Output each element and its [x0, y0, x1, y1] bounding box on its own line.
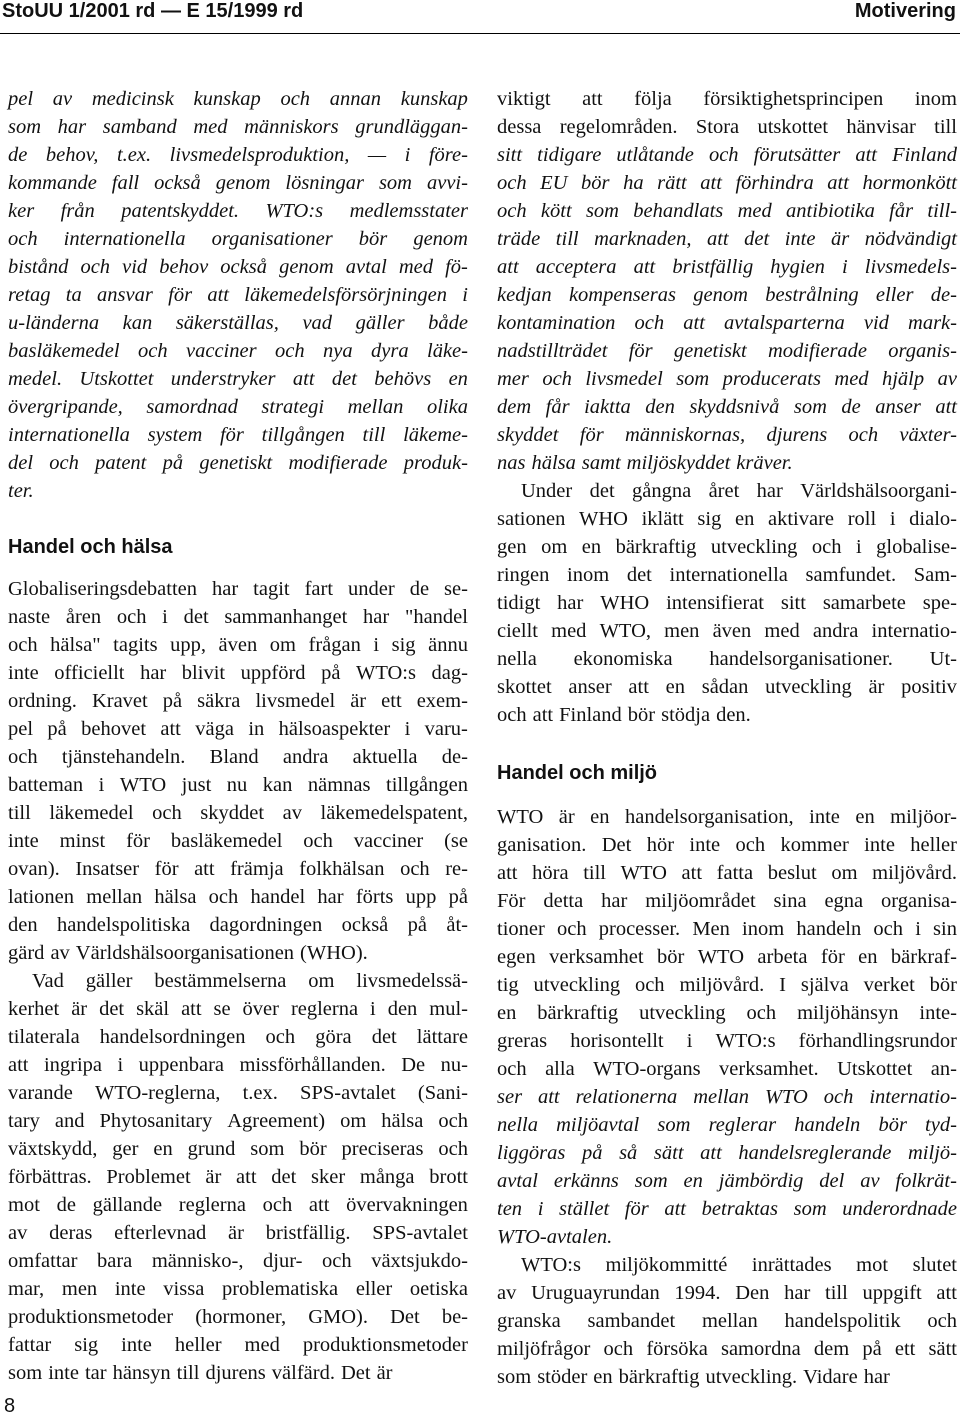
text-line: internationella system för tillgången till läkeme- — [8, 424, 468, 446]
text-line: viktigt att följa försiktighetsprincipen inom — [497, 88, 957, 110]
text-line: förbättras. Problemet är att det sker många brott — [8, 1166, 468, 1188]
text-line: omfattar bara människo-, djur- och växtsjukdo- — [8, 1250, 468, 1272]
text-line: sationen WHO iklätt sig en aktivare roll i dialo- — [497, 508, 957, 530]
text-line: ringen inom det internationella samfundet. Sam- — [497, 564, 957, 586]
text-line: del och patent på genetiskt modifierade produk- — [8, 452, 468, 474]
text-line: och alla WTO-organs verksamhet. Utskottet an- — [497, 1058, 957, 1080]
text-line: ser att relationerna mellan WTO och internatio- — [497, 1086, 957, 1108]
text-line: WTO är en handelsorganisation, inte en miljöor- — [497, 806, 957, 828]
paragraph-who — [497, 477, 957, 729]
text-line: mer och livsmedel som producerats med hjälp av — [497, 368, 957, 390]
text-line: mar, men inte vissa problematiska eller oetiska — [8, 1278, 468, 1300]
paragraph-precaution — [497, 85, 957, 477]
text-line: egen verksamhet bör WTO arbeta för en bärkraf- — [497, 946, 957, 968]
page-number: 8 — [4, 1395, 16, 1417]
text-line: en bärkraftig utveckling och miljöhänsyn inte- — [497, 1002, 957, 1024]
header-rule — [0, 33, 960, 34]
text-line: ordning. Kravet på säkra livsmedel är ett exem- — [8, 690, 468, 712]
text-line: miljöfrågor och försöka samordna dem på ett sätt — [497, 1338, 957, 1360]
text-line: ciellt med WTO, men även med andra internatio- — [497, 620, 957, 642]
document-reference: StoUU 1/2001 rd — E 15/1999 rd — [2, 0, 304, 22]
text-line: naste åren och i det sammanhanget har "handel — [8, 606, 468, 628]
text-line: mot de gällande reglerna och att övervakningen — [8, 1194, 468, 1216]
text-line: gärd av Världshälsoorganisationen (WHO). — [8, 942, 368, 964]
text-line: basläkemedel och vacciner och nya dyra läke- — [8, 340, 468, 362]
text-line: nella miljöavtal som reglerar handeln bör tyd- — [497, 1114, 957, 1136]
left-column — [8, 85, 468, 1387]
text-line: retag ta ansvar för att läkemedelsförsörjningen i — [8, 284, 468, 306]
text-line: och EU bör ha rätt att förhindra att hormonkött — [497, 172, 957, 194]
text-line: nella ekonomiska handelsorganisationer. Ut- — [497, 648, 957, 670]
text-line: avtal erkänns som en jämbördig del av folkrät- — [497, 1170, 957, 1192]
text-line: ovan). Insatser för att främja folkhälsan och re- — [8, 858, 468, 880]
text-line: dessa regelområden. Stora utskottet hänvisar till — [497, 116, 957, 138]
text-line: inte officiellt har blivit uppförd på WTO:s dag- — [8, 662, 468, 684]
text-line: tidigt har WHO intensifierat sitt samarbete spe- — [497, 592, 957, 614]
text-line: Under det gångna året har Världshälsoorgani- — [521, 480, 957, 502]
text-line: varande WTO-reglerna, t.ex. SPS-avtalet (Sani- — [8, 1082, 468, 1104]
text-line: sitt tidigare utlåtande och förutsätter att Finland — [497, 144, 957, 166]
text-line: fattar sig inte heller med produktionsmetoder — [8, 1334, 468, 1356]
text-line: lationen mellan hälsa och handel har förts upp på — [8, 886, 468, 908]
text-line: skyddet för människornas, djurens och växter- — [497, 424, 957, 446]
text-line: den handelspolitiska dagordningen också på åt- — [8, 914, 468, 936]
text-line: övergripande, samordnad strategi mellan olika — [8, 396, 468, 418]
text-line: växtskydd, ger en grund som bör preciseras och — [8, 1138, 468, 1160]
text-line: som har samband med människors grundläggan- — [8, 116, 468, 138]
text-line: gen om en bärkraftig utveckling och i globalise- — [497, 536, 957, 558]
text-line: och hälsa" tagits upp, även om frågan i sig ännu — [8, 634, 468, 656]
text-line: u-länderna kan säkerställas, vad gäller både — [8, 312, 468, 334]
text-line: tary and Phytosanitary Agreement) om hälsa och — [8, 1110, 468, 1132]
text-line: träde till marknaden, att det inte är nödvändigt — [497, 228, 957, 250]
paragraph-food-safety — [8, 967, 468, 1387]
text-line: För detta har miljöområdet sina egna organisa- — [497, 890, 957, 912]
text-line: tig utveckling och miljövård. I själva verket bör — [497, 974, 957, 996]
text-line: Globaliseringsdebatten har tagit fart under de se- — [8, 578, 468, 600]
running-header — [0, 0, 960, 30]
text-line: ter. — [8, 480, 34, 502]
right-column — [497, 85, 957, 1391]
text-line: som stöder en bärkraftig utveckling. Vidare har — [497, 1366, 890, 1388]
text-line: inte minst för basläkemedel och vacciner (se — [8, 830, 468, 852]
text-line: nadstillträdet för genetiskt modifierade organis- — [497, 340, 957, 362]
text-line: ganisation. Det hör inte och kommer inte heller — [497, 834, 957, 856]
text-line: bistånd och vid behov också genom avtal med fö- — [8, 256, 468, 278]
text-line: nas hälsa samt miljöskyddet kräver. — [497, 452, 793, 474]
text-line: de behov, t.ex. livsmedelsproduktion, — i före- — [8, 144, 468, 166]
paragraph-medicine-access — [8, 85, 468, 505]
text-line: pel på behovet att väga in hälsoaspekter i varu- — [8, 718, 468, 740]
section-title: Motivering — [854, 0, 956, 22]
text-line: medel. Utskottet understryker att det behövs en — [8, 368, 468, 390]
text-line: och kött som behandlats med antibiotika får till- — [497, 200, 957, 222]
text-line: ker från patentskyddet. WTO:s medlemsstater — [8, 200, 468, 222]
text-line: tioner och processer. Men inom handeln och i sin — [497, 918, 957, 940]
text-line: batteman i WTO just nu kan nämnas tillgången — [8, 774, 468, 796]
text-line: dem får iaktta den skyddsnivå som de anser att — [497, 396, 957, 418]
text-line: kontamination och att avtalsparterna vid mark- — [497, 312, 957, 334]
text-line: att höra till WTO att fatta beslut om miljövård. — [497, 862, 957, 884]
text-line: och internationella organisationer bör genom — [8, 228, 468, 250]
paragraph-wto-environment — [497, 803, 957, 1251]
text-line: tilaterala handelsordningen och göra det lättare — [8, 1026, 468, 1048]
text-line: av deras efterlevnad är bristfällig. SPS-avtalet — [8, 1222, 468, 1244]
text-line: produktionsmetoder (hormoner, GMO). Det be- — [8, 1306, 468, 1328]
text-line: WTO:s miljökommitté inrättades mot slutet — [521, 1254, 957, 1276]
heading-trade-health: Handel och hälsa — [8, 536, 173, 558]
text-line: och tjänstehandeln. Bland andra aktuella de- — [8, 746, 468, 768]
text-line: kerhet är det skäl att se över reglerna i den mul- — [8, 998, 468, 1020]
text-line: att ingripa i uppenbara missförhållanden. De nu- — [8, 1054, 468, 1076]
text-line: greras horisontellt i WTO:s förhandlingsrundor — [497, 1030, 957, 1052]
text-line: liggöras på så sätt att handelsreglerande miljö- — [497, 1142, 957, 1164]
paragraph-globalisation — [8, 575, 468, 967]
text-line: som inte tar hänsyn till djurens välfärd. Det är — [8, 1362, 393, 1384]
text-line: av Uruguayrundan 1994. Den har till uppgift att — [497, 1282, 957, 1304]
heading-trade-environment: Handel och miljö — [497, 762, 658, 784]
text-line: WTO-avtalen. — [497, 1226, 613, 1248]
text-line: Vad gäller bestämmelserna om livsmedelssä- — [32, 970, 468, 992]
text-line: skottet anser att en sådan utveckling är positiv — [497, 676, 957, 698]
text-line: kedjan kompenseras genom bestrålning eller de- — [497, 284, 957, 306]
text-line: ten i stället för att betraktas som underordnade — [497, 1198, 957, 1220]
text-line: pel av medicinsk kunskap och annan kunskap — [8, 88, 468, 110]
text-line: kommande fall också genom lösningar som avvi- — [8, 172, 468, 194]
text-line: till läkemedel och skyddet av läkemedelspatent, — [8, 802, 468, 824]
text-line: och att Finland bör stödja den. — [497, 704, 751, 726]
paragraph-wto-committee — [497, 1251, 957, 1391]
text-line: att acceptera att bristfällig hygien i livsmedels- — [497, 256, 957, 278]
text-line: granska sambandet mellan handelspolitik och — [497, 1310, 957, 1332]
